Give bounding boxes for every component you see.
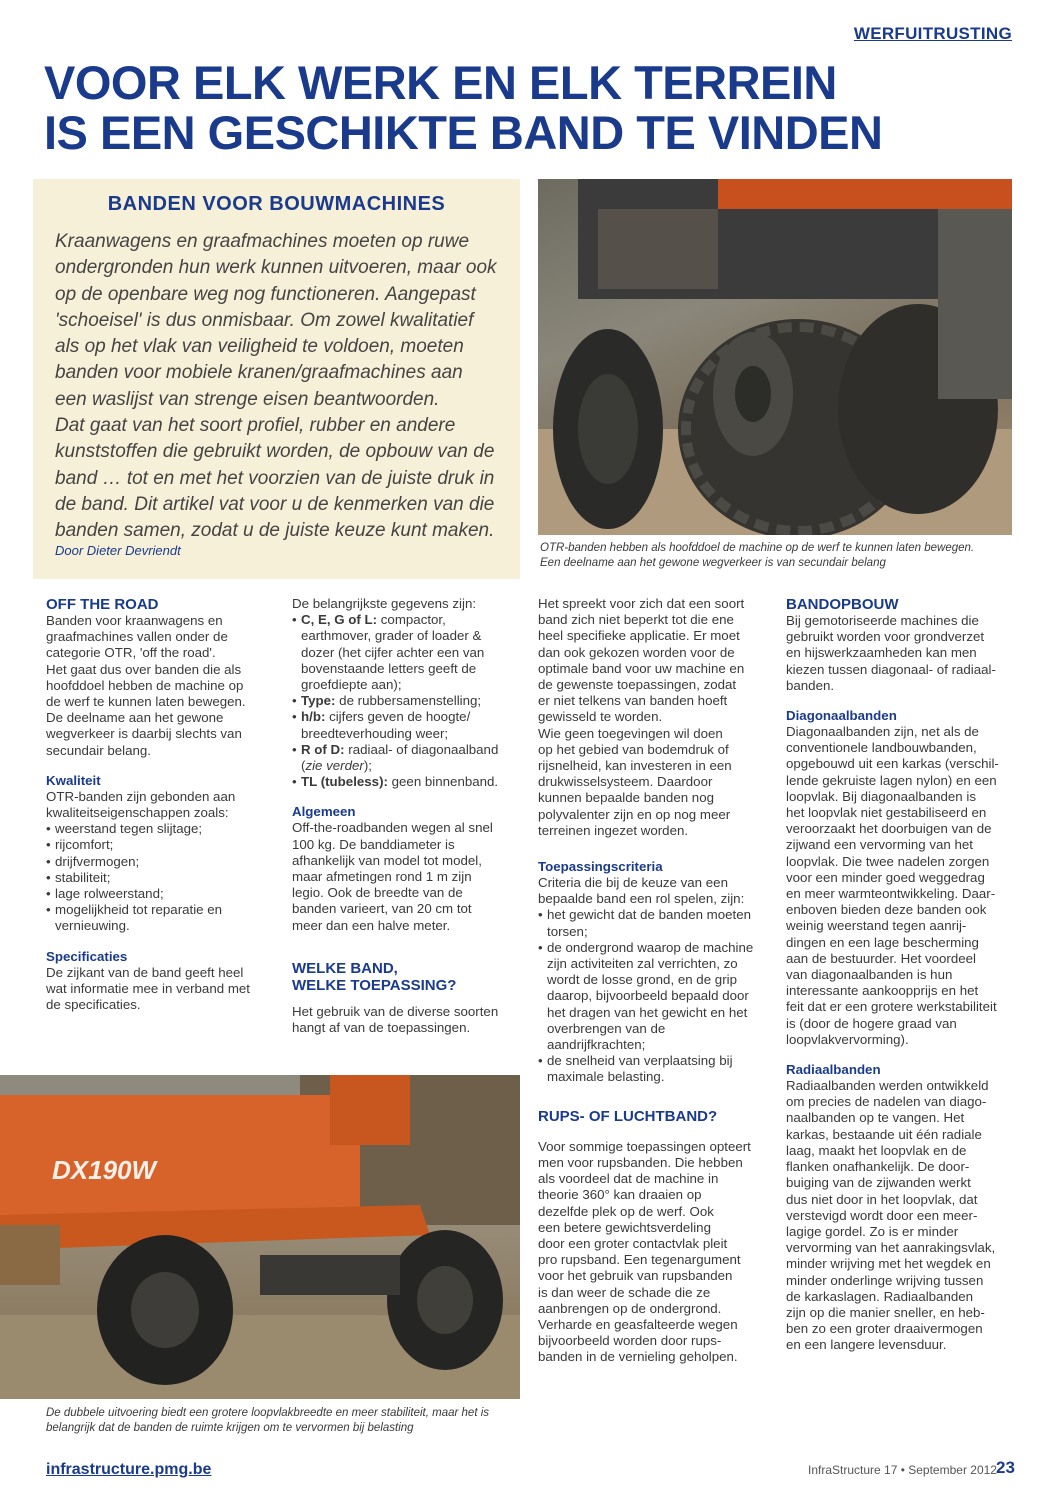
text-line: Het gaat dus over banden die als: [46, 661, 242, 677]
text-line: band … tot en met het voorzien van de juiste druk in: [55, 467, 495, 489]
spec-list-item: [292, 693, 516, 709]
text-line: maar afmetingen rond 1 m zijn: [292, 869, 472, 885]
list-item: • het gewicht dat de banden moeten torsen;: [538, 907, 762, 939]
text-line: conventionele landbouwbanden,: [786, 740, 977, 756]
list-item: • rijcomfort;: [46, 837, 270, 853]
text-line: Banden voor kraanwagens en: [46, 613, 223, 628]
spec-text: cijfers geven de hoogte/ breedteverhouding weer;: [301, 709, 471, 741]
tyre-photo: [538, 179, 1012, 535]
spec-list-item: [292, 709, 516, 741]
text-line: als voordeel dat de machine in: [538, 1171, 719, 1187]
text-line: Diagonaalbanden zijn, net als de: [786, 724, 979, 740]
author-byline: Door Dieter Devriendt: [55, 543, 181, 558]
text-line: 100 kg. De banddiameter is: [292, 836, 455, 852]
heading-toepassingscriteria: Toepassingscriteria: [538, 859, 663, 875]
text-line: Voor sommige toepassingen opteert: [538, 1138, 751, 1154]
text-line: aanbrengen op de ondergrond.: [538, 1300, 722, 1316]
text-line: bijvoorbeeld worden door rups-: [538, 1333, 722, 1349]
text-line: categorie OTR, 'off the road'.: [46, 645, 216, 661]
text-line: aan de bestuurder. Het voordeel: [786, 950, 976, 966]
column-1: [46, 596, 270, 1013]
text-line: is (door de hogere graad van: [786, 1015, 957, 1031]
text-line: minder onderlinge wrijving tussen: [786, 1272, 984, 1288]
text-line: secundair belang.: [46, 742, 151, 758]
text-line: optimale band voor uw machine en: [538, 660, 745, 676]
list-item: • stabiliteit;: [46, 870, 270, 886]
text-line: men voor rupsbanden. Die hebben: [538, 1154, 743, 1170]
page-title: [44, 58, 1024, 158]
text-line: en meer warmteontwikkeling. Daar-: [786, 886, 996, 902]
text-line: door een groter contactvlak pleit: [538, 1235, 728, 1251]
text-line: banden in de vernieling geholpen.: [538, 1349, 738, 1365]
heading-algemeen: Algemeen: [292, 804, 356, 820]
text-line: heel specifieke applicatie. Er moet: [538, 628, 740, 644]
text-line: zijn op die manier sneller, en heb-: [786, 1304, 985, 1320]
list-item: • de snelheid van verplaatsing bij maximale belasting.: [538, 1053, 762, 1085]
text-line: als op het vlak van veiligheid te voldoen, moeten: [55, 336, 464, 358]
text-line: wat informatie mee in verband met: [46, 980, 250, 996]
text-line: polyvalenter zijn en op nog meer: [538, 806, 731, 822]
text-line: lagige gordel. Zo is er minder: [786, 1223, 959, 1239]
toepassingscriteria-text: [538, 875, 762, 907]
specificaties-text: [46, 965, 270, 1014]
text-line: buiging van de zijwanden werkt: [786, 1175, 971, 1191]
text-line: banden samen, zodat u de juiste keuze kunt maken.: [55, 520, 495, 542]
intro-heading: BANDEN VOOR BOUWMACHINES: [107, 193, 446, 215]
kwaliteit-list: [46, 821, 270, 934]
heading-welke-band: [292, 960, 516, 994]
heading-radiaalbanden: Radiaalbanden: [786, 1062, 881, 1078]
intro-box: [33, 179, 520, 579]
text-line: op het gebied van bodemdruk of: [538, 741, 729, 757]
text-line: een waslijst van strenge eisen beantwoorden.: [55, 388, 440, 410]
heading-bandopbouw: BANDOPBOUW: [786, 596, 899, 613]
text-line: banden varieert, van 20 cm tot: [292, 901, 472, 917]
text-line: laag, maakt het loopvlak en de: [786, 1142, 967, 1158]
heading-welke-band-line-2: WELKE TOEPASSING?: [292, 976, 457, 994]
spec-tail: );: [363, 758, 372, 774]
caption-bottom: [46, 1406, 522, 1436]
intro-lead: [55, 229, 515, 545]
text-line: minder wrijving met het wegdek en: [786, 1256, 991, 1272]
text-line: Het spreekt voor zich dat een soort: [538, 596, 745, 611]
column-4: [786, 596, 1014, 1354]
text-line: verstevigd wordt door een meer-: [786, 1207, 978, 1223]
text-line: hangt af van de toepassingen.: [292, 1020, 471, 1036]
text-line: van diagonaalbanden is hun: [786, 967, 953, 983]
text-line: De zijkant van de band geeft heel: [46, 964, 244, 980]
text-line: interessante aankoopprijs en het: [786, 983, 979, 999]
text-line: er niet telkens van banden hoeft: [538, 693, 728, 709]
text-line: en een langere levensduur.: [786, 1337, 947, 1353]
text-line: de specificaties.: [46, 997, 141, 1013]
spec-list-item: [292, 742, 516, 774]
off-the-road-text: [46, 613, 270, 759]
text-line: kwaliteitseigenschappen zoals:: [46, 805, 229, 821]
keuze-text: [538, 596, 762, 839]
text-line: afhankelijk van model tot model,: [292, 852, 482, 868]
text-line: OTR-banden zijn gebonden aan: [46, 788, 236, 804]
text-line: enboven bieden deze banden ook: [786, 902, 987, 918]
text-line: gewisseld te worden.: [538, 709, 663, 725]
spec-key: TL (tubeless):: [301, 774, 388, 790]
text-line: graafmachines vallen onder de: [46, 629, 228, 645]
text-line: zijwand een vervorming van het: [786, 837, 973, 853]
section-tag: WERFUITRUSTING: [853, 24, 1012, 43]
list-item: • weerstand tegen slijtage;: [46, 821, 270, 837]
text-line: het loopvlak niet gestabiliseerd en: [786, 805, 987, 821]
text-line: opgebouwd uit een karkas (verschil-: [786, 756, 999, 772]
welke-band-text: [292, 1004, 516, 1036]
text-line: Kraanwagens en graafmachines moeten op ruwe: [55, 231, 470, 252]
text-line: bepaalde band een rol spelen, zijn:: [538, 891, 745, 907]
text-line: De deelname aan het gewone: [46, 710, 224, 726]
text-line: en hijswerkzaamheden kan men: [786, 645, 977, 661]
spec-text: geen binnenband.: [387, 774, 499, 790]
caption-top-line-1: OTR-banden hebben als hoofddoel de machine op de werf te kunnen laten bewegen.: [540, 542, 975, 554]
spec-list-item: [292, 774, 516, 790]
text-line: loopvlak. Bij diagonaalbanden is: [786, 788, 976, 804]
page-number: 23: [996, 1458, 1015, 1477]
spec-key: C, E, G of L:: [301, 612, 378, 628]
text-line: wegverkeer is daarbij slechts van: [46, 726, 242, 742]
text-line: een betere gewichtsverdeling: [538, 1219, 711, 1235]
text-line: Bij gemotoriseerde machines die: [786, 613, 979, 628]
heading-welke-band-line-1: WELKE BAND,: [292, 959, 398, 977]
spec-key: h/b:: [301, 709, 326, 725]
text-line: flanken onafhankelijk. De door-: [786, 1159, 970, 1175]
spec-key: Type:: [301, 693, 336, 709]
text-line: op de openbare weg nog functioneren. Aangepast: [55, 283, 476, 305]
text-line: weinig weerstand tegen aanrij-: [786, 918, 967, 934]
text-line: drukwisselsysteem. Daardoor: [538, 774, 713, 790]
text-line: ondergronden hun werk kunnen uitvoeren, maar ook: [55, 257, 497, 279]
caption-bottom-line-2: belangrijk dat de banden de ruimte krijgen om te vervormen bij belasting: [46, 1422, 414, 1434]
text-line: voor het gebruik van rupsbanden: [538, 1268, 733, 1284]
text-line: meer dan een halve meter.: [292, 917, 451, 933]
title-line-2: IS EEN GESCHIKTE BAND TE VINDEN: [44, 106, 883, 159]
text-line: band zich niet beperkt tot die ene: [538, 612, 734, 628]
text-line: theorie 360° kan draaien op: [538, 1187, 702, 1203]
text-line: de gewenste toepassingen, zodat: [538, 677, 737, 693]
text-line: voor een minder goed weggedrag: [786, 869, 985, 885]
algemeen-text: [292, 820, 516, 933]
text-line: Verharde en geasfalteerde wegen: [538, 1316, 738, 1332]
text-line: legio. Ook de breedte van de: [292, 885, 463, 901]
text-line: de werf te kunnen laten bewegen.: [46, 694, 246, 710]
text-line: 'schoeisel' is dus onmisbaar. Om zowel kwalitatief: [55, 309, 474, 331]
text-line: gebruikt worden voor grondverzet: [786, 629, 985, 645]
text-line: ben zo een groter draaivermogen: [786, 1321, 983, 1337]
criteria-list: [538, 907, 762, 1085]
text-line: feit dat er een grotere werkstabiliteit: [786, 999, 997, 1015]
text-line: rijsnelheid, kan investeren in een: [538, 758, 732, 774]
list-item: • mogelijkheid tot reparatie en vernieuwing.: [46, 902, 270, 934]
text-line: is dan weer de schade die ze: [538, 1284, 711, 1300]
column-2: [292, 596, 516, 1036]
caption-bottom-line-1: De dubbele uitvoering biedt een grotere loopvlakbreedte en meer stabiliteit, maar het is: [46, 1407, 490, 1419]
heading-specificaties: Specificaties: [46, 948, 128, 964]
tyre-photo-illustration: [538, 179, 1012, 535]
heading-diagonaalbanden: Diagonaalbanden: [786, 708, 897, 724]
text-line: lende gekruiste lagen nylon) en een: [786, 772, 997, 788]
text-line: kunststoffen die gebruikt worden, de opbouw van de: [55, 441, 495, 463]
text-line: om precies de nadelen van diago-: [786, 1094, 987, 1110]
text-line: naalbanden op te vangen. Het: [786, 1110, 965, 1126]
caption-top-line-2: Een deelname aan het gewone wegverkeer is van secundair belang: [540, 557, 886, 569]
text-line: banden voor mobiele kranen/graafmachines aan: [55, 362, 463, 384]
gegevens-intro: De belangrijkste gegevens zijn:: [292, 596, 477, 611]
text-line: loopvlakvervorming).: [786, 1031, 909, 1047]
text-line: dan ook gekozen worden voor de: [538, 644, 735, 660]
spec-list: [292, 612, 516, 790]
text-line: loopvlak. Die twee nadelen zorgen: [786, 853, 990, 869]
caption-top: [540, 541, 1015, 571]
heading-kwaliteit: Kwaliteit: [46, 772, 101, 788]
list-item: • de ondergrond waarop de machine zijn activiteiten zal verrichten, zo wordt de losse grond, en de grip daarop, bijvoorbeeld bepaald door het dragen van het gewicht en het overbrengen van de aandrijfkrachten;: [538, 940, 762, 1053]
spec-text: radiaal- of diagonaalband (: [301, 741, 499, 774]
spec-list-item: [292, 612, 516, 693]
title-line-1: VOOR ELK WERK EN ELK TERREIN: [44, 56, 837, 109]
text-line: hoofddoel hebben de machine op: [46, 677, 244, 693]
footer-site-link[interactable]: infrastructure.pmg.be: [46, 1461, 212, 1478]
text-line: de karkaslagen. Radiaalbanden: [786, 1288, 974, 1304]
kwaliteit-text: [46, 789, 270, 821]
text-line: kiezen tussen diagonaal- of radiaal-: [786, 661, 996, 677]
list-item: • drijfvermogen;: [46, 854, 270, 870]
diagonaalbanden-text: [786, 724, 1014, 1048]
column-3: [538, 596, 762, 1366]
text-line: de band. Dit artikel vat voor u de kenmerken van die: [55, 493, 495, 515]
text-line: dezelfde plek op de werf. Ook: [538, 1203, 714, 1219]
text-line: Criteria die bij de keuze van een: [538, 875, 728, 891]
text-line: Wie geen toegevingen wil doen: [538, 725, 723, 741]
excavator-photo-illustration: [0, 1075, 520, 1399]
spec-key: R of D:: [301, 741, 345, 757]
spec-text: compactor, earthmover, grader of loader & dozer (het cijfer achter een van bovenstaande letters geeft de groefdiepte aan);: [301, 612, 485, 693]
spec-emphasis: zie verder: [305, 758, 364, 774]
text-line: banden.: [786, 677, 835, 693]
text-line: Off-the-roadbanden wegen al snel: [292, 820, 493, 836]
rups-text: [538, 1139, 762, 1366]
text-line: Het gebruik van de diverse soorten: [292, 1003, 499, 1019]
text-line: pro rupsband. Een tegenargument: [538, 1252, 741, 1268]
radiaalbanden-text: [786, 1078, 1014, 1353]
text-line: vervorming van het aanrakingsvlak,: [786, 1240, 996, 1256]
heading-off-the-road: OFF THE ROAD: [46, 596, 159, 613]
text-line: dus niet door in het loopvlak, dat: [786, 1191, 978, 1207]
heading-rups-luchtband: RUPS- OF LUCHTBAND?: [538, 1107, 718, 1125]
spec-text: de rubbersamenstelling;: [335, 693, 482, 709]
text-line: Dat gaat van het soort profiel, rubber en andere: [55, 415, 456, 437]
text-line: Radiaalbanden werden ontwikkeld: [786, 1078, 989, 1094]
text-line: kunnen bepaalde banden nog: [538, 790, 714, 806]
machine-label: DX190W: [52, 1155, 157, 1185]
list-item: • lage rolweerstand;: [46, 886, 270, 902]
bandopbouw-text: [786, 613, 1014, 694]
text-line: karkas, bestaande uit één radiale: [786, 1126, 982, 1142]
footer-issue: InfraStructure 17 • September 2012: [808, 1463, 997, 1477]
text-line: terreinen ingezet worden.: [538, 822, 689, 838]
text-line: dingen en een lage bescherming: [786, 934, 979, 950]
text-line: veroorzaakt het doorbuigen van de: [786, 821, 992, 837]
excavator-photo: [0, 1075, 520, 1399]
